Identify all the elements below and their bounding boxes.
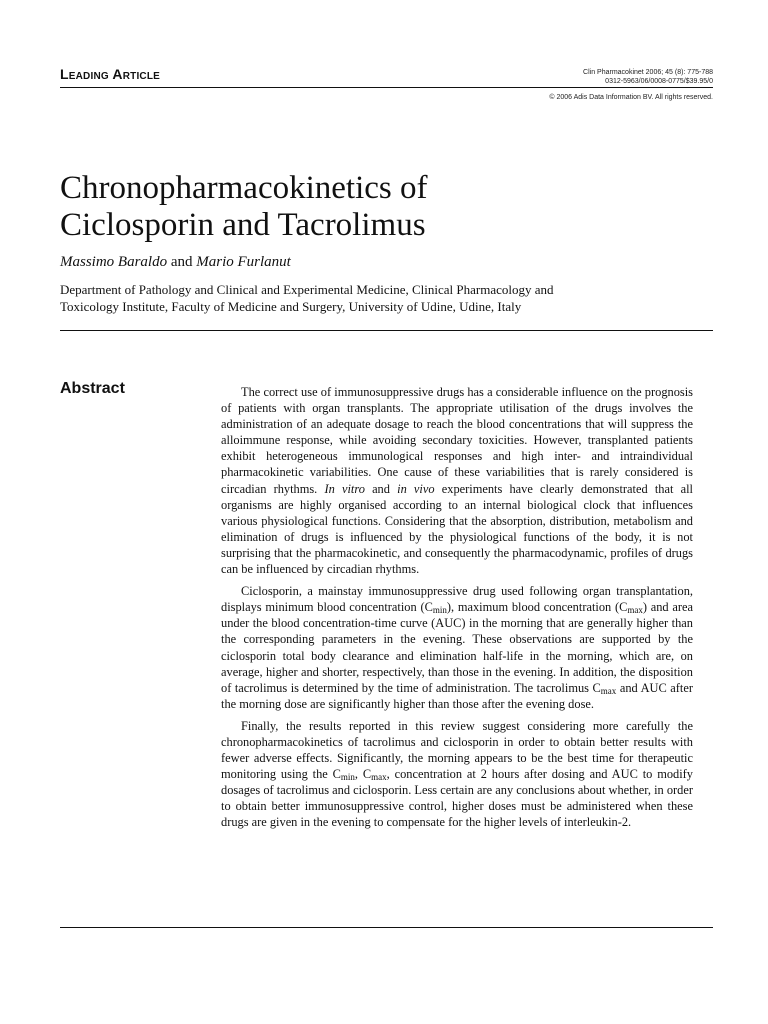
author-2: Mario Furlanut [196, 254, 291, 270]
affiliation-line-2: Toxicology Institute, Faculty of Medicine and Surgery, University of Udine, Udine, Italy [60, 299, 522, 314]
article-type-label: Leading Article [60, 66, 161, 82]
abstract-heading: Abstract [60, 380, 125, 397]
abstract-paragraph-1: The correct use of immunosuppressive drugs has a considerable influence on the prognosis of patients with organ transplants. The appropriate utilisation of the drugs involves the administration of an adequate dosage to reach the blood concentrations that will suppress the alloimmune response, while avoiding secondary toxicities. However, transplanted patients exhibit heterogeneous immunological responses and high inter- and intraindividual pharmacokinetic variabilities. One cause of these variabilities that is rarely considered is circadian rhythms. In vitro and in vivo experiments have clearly demonstrated that all organisms are highly organised according to an internal biological clock that influences various physiological functions. Considering that the absorption, distribution, metabolism and elimination of drugs is influenced by the physiological functions of the body, it is not surprising that the pharmacokinetic, and consequently the pharmacodynamic, profiles of drugs can be influenced by circadian rhythms. [221, 385, 693, 577]
affiliation [60, 281, 660, 315]
journal-citation-block [583, 68, 713, 86]
abstract-paragraph-2: Ciclosporin, a mainstay immunosuppressive drug used following organ transplantation, displays minimum blood concentration $(C_{min})$, maximum blood concentration $(C_{max})$ and area under the blood concentration-time curve (AUC) in the morning that are generally higher than the corresponding parameters in the evening. These observations are supported by the ciclosporin total body clearance and elimination half-life in the morning, which are, on average, higher and shorter, respectively, than those in the evening. In addition, the disposition of tacrolimus is determined by the time of administration. The tacrolimus $C_{max}$ and AUC after the morning dose are significantly higher than those after the evening dose. [221, 584, 693, 711]
author-conjunction: and [170, 254, 193, 270]
abstract-paragraph-3: Finally, the results reported in this review suggest considering more carefully the chronopharmacokinetics of tacrolimus and ciclosporin in order to obtain better results with fewer adverse effects. Significantly, the morning appears to be the best time for therapeutic monitoring using the $C_{min}$, $C_{max}$, concentration at 2 hours after dosing and AUC to modify dosages of tacrolimus and ciclosporin. Less certain are any conclusions about whether, in order to obtain better immunosuppressive control, higher doses must be administered when these drugs are given in the evening to compensate for the higher levels of interleukin-2. [221, 718, 693, 830]
section-rule [60, 330, 713, 331]
header-rule [60, 87, 713, 88]
title-line-2: Ciclosporin and Tacrolimus [60, 207, 426, 243]
in-vitro-term: In vitro [324, 481, 365, 496]
title-line-1: Chronopharmacokinetics of [60, 170, 428, 206]
abstract-body [221, 384, 693, 837]
article-title [60, 170, 700, 244]
footer-rule [60, 927, 713, 928]
affiliation-line-1: Department of Pathology and Clinical and Experimental Medicine, Clinical Pharmacology and [60, 282, 554, 297]
in-vivo-term: in vivo [397, 481, 435, 496]
author-1: Massimo Baraldo [60, 254, 168, 270]
journal-citation: Clin Pharmacokinet 2006; 45 (8): 775-788 [583, 69, 713, 76]
issn-line: 0312-5963/06/0008-0775/$39.95/0 [605, 78, 713, 85]
author-list [60, 254, 291, 271]
copyright-notice: © 2006 Adis Data Information BV. All rights reserved. [549, 94, 713, 101]
